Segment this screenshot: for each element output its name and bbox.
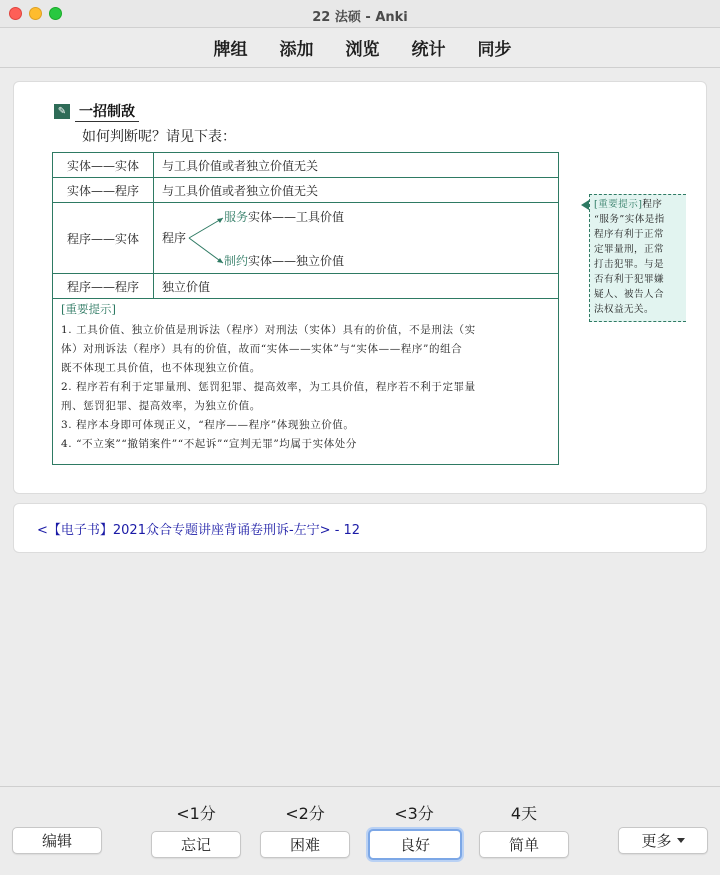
source-link[interactable]: <【电子书】2021众合专题讲座背诵卷刑诉-左宁> - 12 — [37, 522, 361, 538]
table-cell-right: 独立价值 — [162, 279, 211, 294]
interval-hard: <2分 — [285, 804, 325, 823]
table-cell-right: 与工具价值或者独立价值无关 — [162, 158, 319, 173]
section-header — [54, 101, 139, 122]
interval-easy: 4天 — [510, 804, 538, 823]
tip-line: 1. 工具价值、独立价值是刑诉法（程序）对刑法（实体）具有的价值，不是刑法（实 — [61, 324, 476, 336]
nav-stats[interactable]: 统计 — [411, 40, 446, 60]
hard-button[interactable]: 困难 — [260, 831, 350, 858]
good-button[interactable]: 良好 — [368, 829, 462, 860]
tip-title: [重要提示] — [61, 302, 116, 316]
edit-button[interactable]: 编辑 — [12, 827, 102, 854]
side-note-line: 定罪量刑，正常 — [594, 244, 665, 255]
branch-restrict — [224, 252, 344, 269]
interval-good: <3分 — [394, 804, 434, 823]
table-cell-left: 程序——程序 — [53, 274, 154, 298]
nav-decks[interactable]: 牌组 — [213, 40, 248, 60]
top-nav — [0, 28, 720, 68]
tip-line: 4. “不立案”“撤销案件”“不起诉”“宣判无罪”均属于实体处分 — [61, 438, 357, 450]
side-note-pointer — [581, 200, 589, 210]
branch-serve-text: 实体——工具价值 — [248, 210, 345, 224]
table-row — [53, 274, 558, 299]
side-note-line: 法权益无关。 — [594, 304, 655, 315]
table-cell-left: 实体——实体 — [53, 153, 154, 177]
table-row — [53, 203, 558, 274]
branch-serve-tag: 服务 — [224, 210, 249, 224]
intro-text: 如何判断呢？请见下表： — [82, 129, 236, 145]
important-tip — [53, 299, 558, 465]
branch-restrict-tag: 制约 — [224, 254, 249, 268]
more-button[interactable] — [618, 827, 708, 854]
table-row — [53, 178, 558, 203]
again-button[interactable]: 忘记 — [151, 831, 241, 858]
program-label: 程序 — [162, 231, 187, 245]
chevron-down-icon — [677, 838, 685, 843]
branch-arrows-icon — [187, 211, 227, 269]
section-title: 一招制敌 — [75, 101, 139, 122]
side-note-title: [重要提示] — [594, 199, 643, 210]
window-title: 22 法硕 - Anki — [312, 10, 408, 25]
side-note-line: 程序 — [642, 199, 663, 210]
tip-line: 刑、惩罚犯罪、提高效率，为独立价值。 — [61, 400, 261, 412]
pen-icon: ✎ — [54, 104, 70, 119]
source-strip — [13, 503, 707, 553]
side-note-line: 疑人、被告人合 — [594, 289, 665, 300]
side-note-line: 打击犯罪。与是 — [594, 259, 665, 270]
tip-line: 既不体现工具价值，也不体现独立价值。 — [61, 362, 261, 374]
tip-line: 体）对刑诉法（程序）具有的价值，故而“实体——实体”与“实体——程序”的组合 — [61, 343, 463, 355]
table-cell-left: 实体——程序 — [53, 178, 154, 202]
tip-line: 3. 程序本身即可体现正义，“程序——程序”体现独立价值。 — [61, 419, 355, 431]
side-note-line: 程序有利于正常 — [594, 229, 665, 240]
title-bar — [0, 0, 720, 28]
more-label: 更多 — [641, 832, 672, 850]
table-row — [53, 153, 558, 178]
side-note — [589, 194, 686, 322]
interval-again: <1分 — [176, 804, 216, 823]
table-cell-right: 与工具价值或者独立价值无关 — [162, 183, 319, 198]
easy-button[interactable]: 简单 — [479, 831, 569, 858]
value-table — [52, 152, 559, 465]
nav-browse[interactable]: 浏览 — [345, 40, 380, 60]
table-cell-left: 程序——实体 — [53, 203, 154, 273]
side-note-line: 否有利于犯罪嫌 — [594, 274, 665, 285]
card-content — [13, 81, 707, 494]
nav-sync[interactable]: 同步 — [477, 40, 512, 60]
side-note-line: “服务”实体是指 — [594, 214, 665, 225]
branch-restrict-text: 实体——独立价值 — [248, 254, 345, 268]
tip-line: 2. 程序若有利于定罪量刑、惩罚犯罪、提高效率，为工具价值，程序若不利于定罪量 — [61, 381, 476, 393]
answer-bar — [0, 786, 720, 875]
branch-serve — [224, 208, 344, 225]
nav-add[interactable]: 添加 — [279, 40, 314, 60]
